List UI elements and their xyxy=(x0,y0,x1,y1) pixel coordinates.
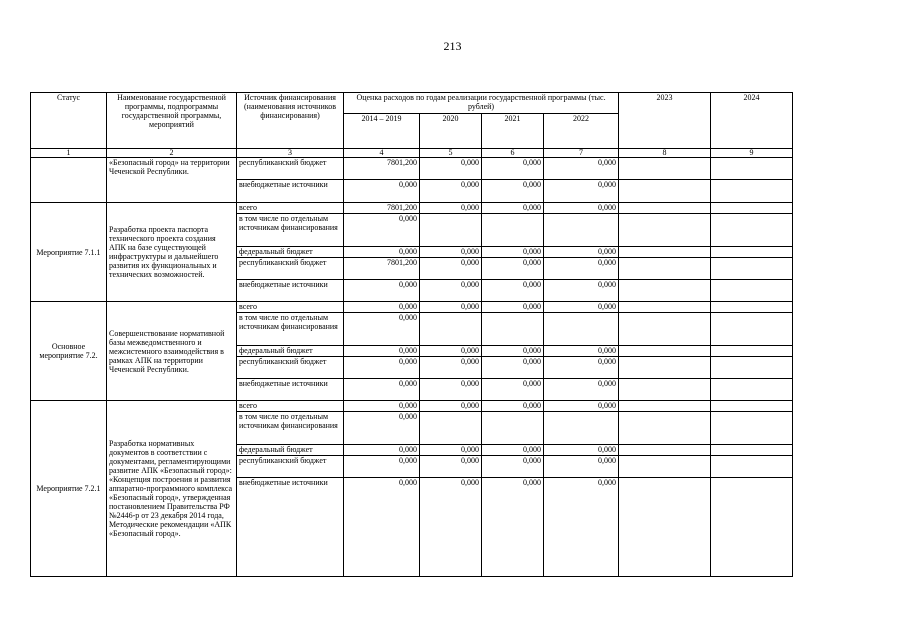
value-cell xyxy=(482,412,544,445)
value-cell xyxy=(711,313,793,346)
name-header: Наименование государственной программы, подпрограммы государственной программы, мероприятий xyxy=(107,93,237,149)
value-cell: 0,000 xyxy=(420,203,482,214)
column-number: 8 xyxy=(619,149,711,158)
value-cell: 0,000 xyxy=(344,302,420,313)
value-cell: 0,000 xyxy=(420,357,482,379)
value-cell xyxy=(619,214,711,247)
value-cell: 0,000 xyxy=(544,346,619,357)
value-cell: 7801,200 xyxy=(344,158,420,180)
year-header: 2021 xyxy=(482,114,544,149)
value-cell: 0,000 xyxy=(482,203,544,214)
status-cell: Основное мероприятие 7.2. xyxy=(31,302,107,401)
value-cell xyxy=(711,158,793,180)
column-number: 7 xyxy=(544,149,619,158)
value-cell xyxy=(619,379,711,401)
year-header: 2020 xyxy=(420,114,482,149)
value-cell: 0,000 xyxy=(344,346,420,357)
value-cell xyxy=(420,214,482,247)
value-cell xyxy=(711,401,793,412)
budget-row xyxy=(31,302,793,313)
column-number: 1 xyxy=(31,149,107,158)
funding-source-cell: внебюджетные источники xyxy=(237,280,344,302)
funding-source-cell: в том числе по отдельным источникам финансирования xyxy=(237,313,344,346)
value-cell: 0,000 xyxy=(544,401,619,412)
value-cell xyxy=(482,214,544,247)
value-cell: 0,000 xyxy=(544,180,619,203)
funding-source-cell: внебюджетные источники xyxy=(237,379,344,401)
value-cell xyxy=(619,478,711,577)
value-cell: 0,000 xyxy=(482,247,544,258)
value-cell: 0,000 xyxy=(420,180,482,203)
column-number: 4 xyxy=(344,149,420,158)
value-cell: 0,000 xyxy=(482,280,544,302)
value-cell: 0,000 xyxy=(482,158,544,180)
value-cell xyxy=(711,346,793,357)
value-cell xyxy=(711,456,793,478)
value-cell: 0,000 xyxy=(544,302,619,313)
value-cell: 0,000 xyxy=(420,280,482,302)
value-cell xyxy=(619,313,711,346)
value-cell: 0,000 xyxy=(344,379,420,401)
funding-source-cell: в том числе по отдельным источникам финансирования xyxy=(237,412,344,445)
value-cell: 0,000 xyxy=(344,401,420,412)
funding-source-cell: федеральный бюджет xyxy=(237,445,344,456)
value-cell: 0,000 xyxy=(420,456,482,478)
value-cell xyxy=(619,302,711,313)
budget-row xyxy=(31,203,793,214)
funding-source-cell: всего xyxy=(237,203,344,214)
funding-source-cell: республиканский бюджет xyxy=(237,258,344,280)
value-cell xyxy=(544,214,619,247)
column-number: 9 xyxy=(711,149,793,158)
value-cell: 0,000 xyxy=(544,158,619,180)
value-cell: 0,000 xyxy=(544,478,619,577)
value-cell: 7801,200 xyxy=(344,203,420,214)
value-cell xyxy=(619,357,711,379)
funding-source-cell: федеральный бюджет xyxy=(237,247,344,258)
measure-name-cell: Совершенствование нормативной базы межведомственного и межсистемного взаимодействия в рамках АПК на территории Чеченской Республики. xyxy=(107,302,237,401)
value-cell: 0,000 xyxy=(344,445,420,456)
funding-source-cell: республиканский бюджет xyxy=(237,456,344,478)
value-cell: 0,000 xyxy=(344,180,420,203)
value-cell xyxy=(619,280,711,302)
value-cell: 0,000 xyxy=(544,258,619,280)
value-cell: 0,000 xyxy=(344,412,420,445)
year-header: 2014 – 2019 xyxy=(344,114,420,149)
value-cell: 0,000 xyxy=(420,258,482,280)
funding-source-cell: внебюджетные источники xyxy=(237,180,344,203)
status-cell: Мероприятие 7.2.1 xyxy=(31,401,107,577)
value-cell: 0,000 xyxy=(482,302,544,313)
estimate-header: Оценка расходов по годам реализации государственной программы (тыс. рублей) xyxy=(344,93,619,114)
value-cell xyxy=(420,412,482,445)
funding-source-cell: всего xyxy=(237,302,344,313)
budget-row xyxy=(31,401,793,412)
value-cell xyxy=(711,379,793,401)
value-cell xyxy=(482,313,544,346)
value-cell: 0,000 xyxy=(420,445,482,456)
value-cell: 0,000 xyxy=(544,203,619,214)
year-header: 2024 xyxy=(711,93,793,149)
column-number: 6 xyxy=(482,149,544,158)
value-cell xyxy=(619,258,711,280)
column-number: 2 xyxy=(107,149,237,158)
value-cell xyxy=(711,445,793,456)
value-cell xyxy=(544,313,619,346)
status-cell xyxy=(31,158,107,203)
value-cell xyxy=(711,214,793,247)
value-cell: 0,000 xyxy=(482,346,544,357)
funding-source-cell: федеральный бюджет xyxy=(237,346,344,357)
status-header: Статус xyxy=(31,93,107,149)
value-cell: 0,000 xyxy=(420,379,482,401)
value-cell xyxy=(619,180,711,203)
value-cell: 0,000 xyxy=(482,379,544,401)
value-cell: 0,000 xyxy=(544,445,619,456)
value-cell: 7801,200 xyxy=(344,258,420,280)
value-cell: 0,000 xyxy=(344,456,420,478)
value-cell: 0,000 xyxy=(482,258,544,280)
value-cell: 0,000 xyxy=(482,478,544,577)
value-cell: 0,000 xyxy=(344,247,420,258)
value-cell xyxy=(711,478,793,577)
value-cell xyxy=(420,313,482,346)
value-cell: 0,000 xyxy=(420,158,482,180)
value-cell xyxy=(711,180,793,203)
value-cell xyxy=(619,346,711,357)
measure-name-cell: Разработка нормативных документов в соответствии с документами, регламентирующими развитие АПК «Безопасный город»: «Концепция построения и развития аппаратно-программного комплекса «Безопасный город», утвержденная постановлением Правительства РФ №2446-р от 23 декабря 2014 года, Методические рекомендации «АПК «Безопасный город». xyxy=(107,401,237,577)
value-cell xyxy=(619,445,711,456)
value-cell xyxy=(711,357,793,379)
value-cell xyxy=(711,258,793,280)
column-number-row xyxy=(31,149,793,158)
budget-table xyxy=(30,92,793,577)
column-number: 3 xyxy=(237,149,344,158)
value-cell: 0,000 xyxy=(344,280,420,302)
value-cell: 0,000 xyxy=(344,313,420,346)
funding-source-cell: республиканский бюджет xyxy=(237,158,344,180)
funding-source-cell: республиканский бюджет xyxy=(237,357,344,379)
funding-source-cell: внебюджетные источники xyxy=(237,478,344,577)
value-cell: 0,000 xyxy=(544,357,619,379)
value-cell: 0,000 xyxy=(544,379,619,401)
value-cell: 0,000 xyxy=(420,247,482,258)
source-header: Источник финансирования (наименования источников финансирования) xyxy=(237,93,344,149)
value-cell xyxy=(619,401,711,412)
value-cell xyxy=(619,247,711,258)
value-cell xyxy=(711,412,793,445)
value-cell xyxy=(711,247,793,258)
value-cell: 0,000 xyxy=(420,302,482,313)
value-cell: 0,000 xyxy=(482,445,544,456)
measure-name-cell: «Безопасный город» на территории Чеченской Республики. xyxy=(107,158,237,203)
status-cell: Мероприятие 7.1.1 xyxy=(31,203,107,302)
value-cell: 0,000 xyxy=(344,214,420,247)
value-cell: 0,000 xyxy=(482,357,544,379)
value-cell: 0,000 xyxy=(482,456,544,478)
value-cell xyxy=(711,280,793,302)
funding-source-cell: в том числе по отдельным источникам финансирования xyxy=(237,214,344,247)
value-cell: 0,000 xyxy=(482,401,544,412)
value-cell: 0,000 xyxy=(344,357,420,379)
value-cell xyxy=(619,412,711,445)
value-cell: 0,000 xyxy=(482,180,544,203)
measure-name-cell: Разработка проекта паспорта технического проекта создания АПК на базе существующей инфраструктуры и дальнейшего развития их функциональных и технических возможностей. xyxy=(107,203,237,302)
value-cell: 0,000 xyxy=(544,456,619,478)
value-cell xyxy=(619,456,711,478)
value-cell: 0,000 xyxy=(420,478,482,577)
value-cell: 0,000 xyxy=(544,247,619,258)
value-cell xyxy=(711,302,793,313)
value-cell: 0,000 xyxy=(420,346,482,357)
header-row xyxy=(31,93,793,114)
year-header: 2023 xyxy=(619,93,711,149)
column-number: 5 xyxy=(420,149,482,158)
year-header: 2022 xyxy=(544,114,619,149)
value-cell xyxy=(619,158,711,180)
value-cell xyxy=(619,203,711,214)
value-cell xyxy=(544,412,619,445)
value-cell: 0,000 xyxy=(344,478,420,577)
budget-row xyxy=(31,158,793,180)
value-cell: 0,000 xyxy=(420,401,482,412)
page-number: 213 xyxy=(443,39,462,53)
value-cell: 0,000 xyxy=(544,280,619,302)
funding-source-cell: всего xyxy=(237,401,344,412)
value-cell xyxy=(711,203,793,214)
